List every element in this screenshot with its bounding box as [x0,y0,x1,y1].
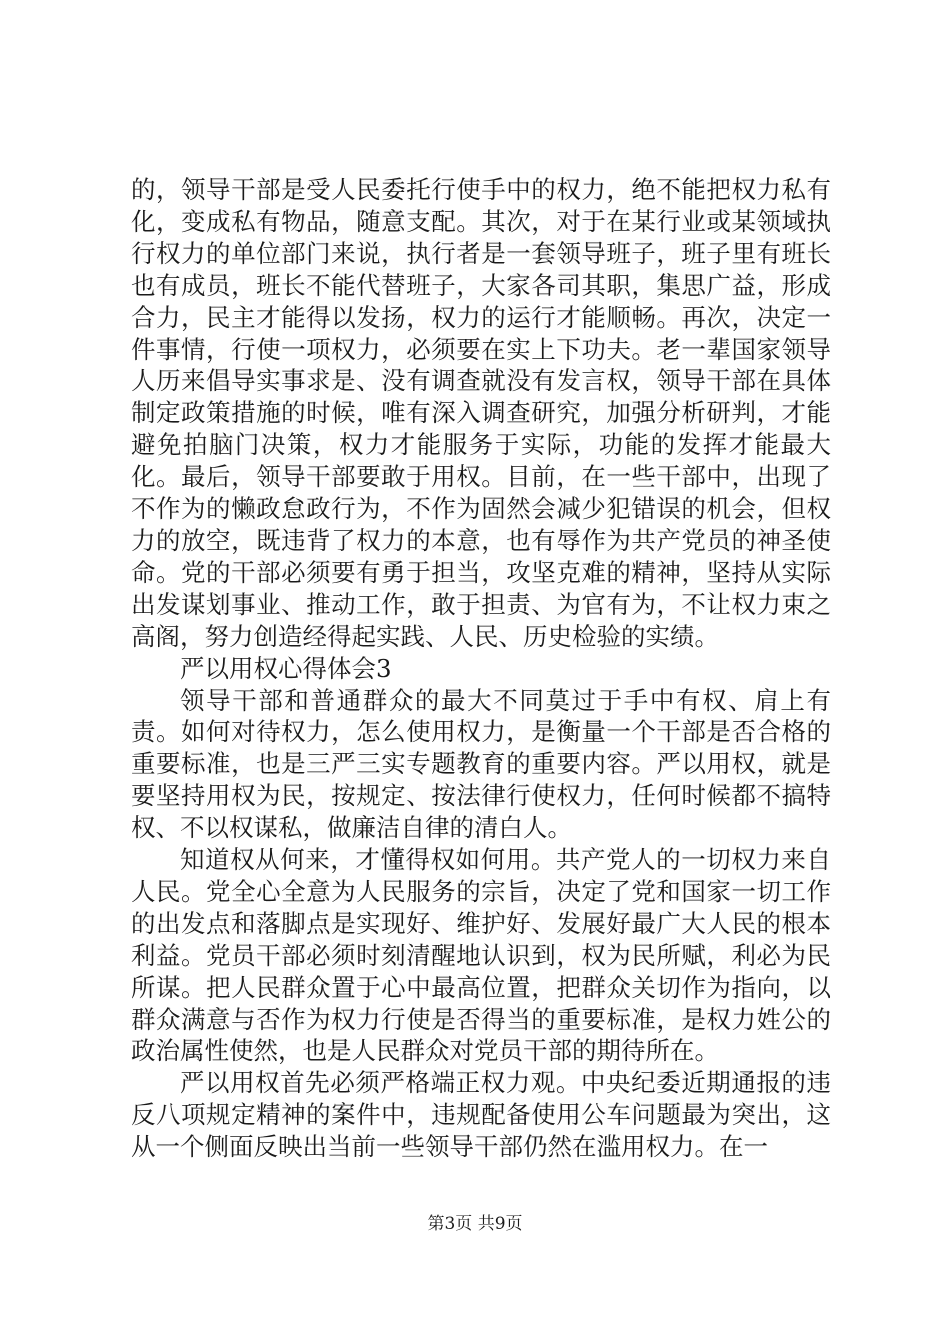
paragraph-4: 严以用权首先必须严格端正权力观。中央纪委近期通报的违反八项规定精神的案件中，违规配备使用公车问题最为突出，这从一个侧面反映出当前一些领导干部仍然在滥用权力。在一 [131,1068,831,1162]
paragraph-2: 领导干部和普通群众的最大不同莫过于手中有权、肩上有责。如何对待权力，怎么使用权力，是衡量一个干部是否合格的重要标准，也是三严三实专题教育的重要内容。严以用权，就是要坚持用权为民，按规定、按法律行使权力，任何时候都不搞特权、不以权谋私，做廉洁自律的清白人。 [131,685,831,843]
paragraph-3: 知道权从何来，才懂得权如何用。共产党人的一切权力来自人民。党全心全意为人民服务的宗旨，决定了党和国家一切工作的出发点和落脚点是实现好、维护好、发展好最广大人民的根本利益。党员干部必须时刻清醒地认识到，权为民所赋，利必为民所谋。把人民群众置于心中最高位置，把群众关切作为指向，以群众满意与否作为权力行使是否得当的重要标准，是权力姓公的政治属性使然，也是人民群众对党员干部的期待所在。 [131,845,831,1066]
document-body [131,174,831,1163]
page-number-footer: 第3页 共9页 [427,1214,523,1234]
section-heading: 严以用权心得体会3 [180,653,392,683]
paragraph-1: 的，领导干部是受人民委托行使手中的权力，绝不能把权力私有化，变成私有物品，随意支配。其次，对于在某行业或某领域执行权力的单位部门来说，执行者是一套领导班子，班子里有班长也有成员，班长不能代替班子，大家各司其职，集思广益，形成合力，民主才能得以发扬，权力的运行才能顺畅。再次，决定一件事情，行使一项权力，必须要在实上下功夫。老一辈国家领导人历来倡导实事求是、没有调查就没有发言权，领导干部在具体制定政策措施的时候，唯有深入调查研究，加强分析研判，才能避免拍脑门决策，权力才能服务于实际，功能的发挥才能最大化。最后，领导干部要敢于用权。目前，在一些干部中，出现了不作为的懒政怠政行为，不作为固然会减少犯错误的机会，但权力的放空，既违背了权力的本意，也有辱作为共产党员的神圣使命。党的干部必须要有勇于担当，攻坚克难的精神，坚持从实际出发谋划事业、推动工作，敢于担责、为官有为，不让权力束之高阁，努力创造经得起实践、人民、历史检验的实绩。 [131,175,831,651]
